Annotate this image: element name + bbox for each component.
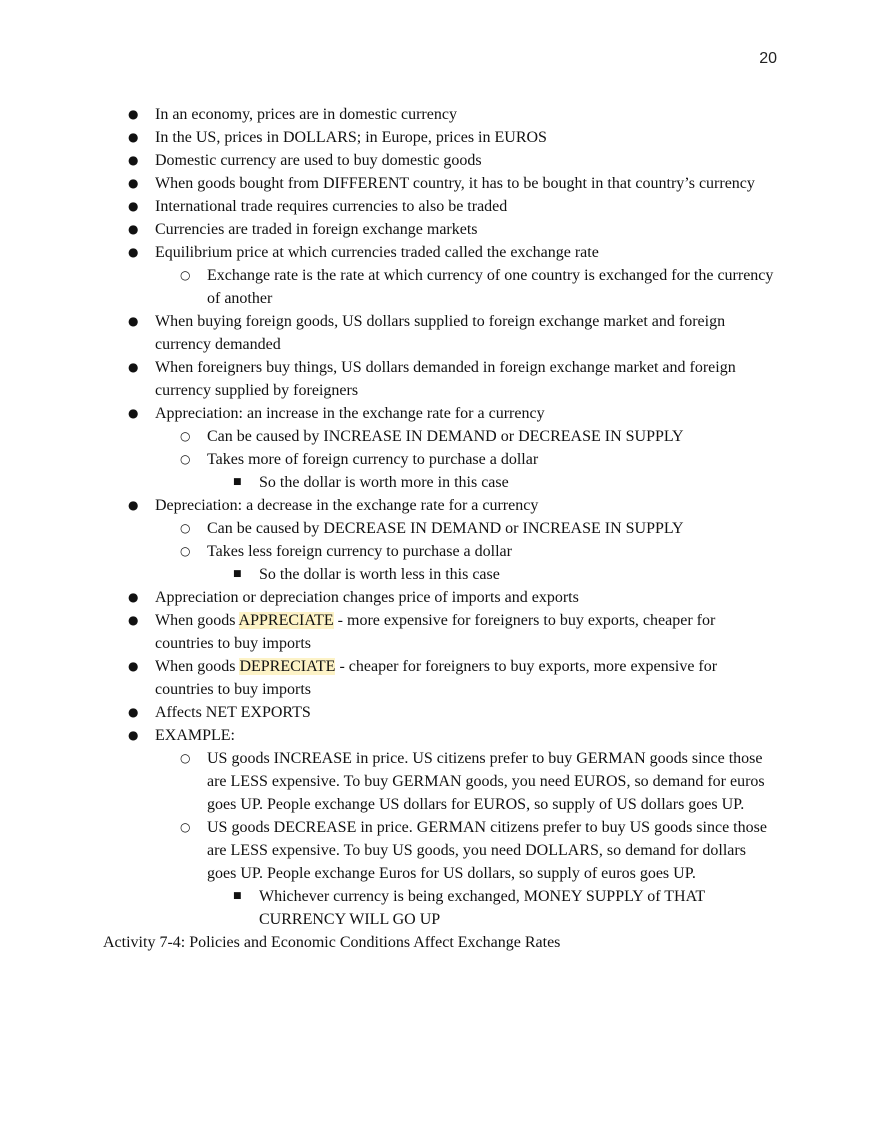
sub-sub-list-item: ■ So the dollar is worth less in this case: [103, 563, 775, 586]
bullet-list: [103, 103, 775, 931]
bullet-circle-icon: ○: [180, 429, 191, 443]
list-item: ● Currencies are traded in foreign exchange markets: [103, 218, 775, 241]
activity-heading: Activity 7-4: Policies and Economic Conditions Affect Exchange Rates: [103, 934, 561, 951]
highlighted-term: DEPRECIATE: [239, 658, 336, 675]
list-item: ● In an economy, prices are in domestic currency: [103, 103, 775, 126]
list-item: ● Appreciation or depreciation changes price of imports and exports: [103, 586, 775, 609]
list-item: ● Depreciation: a decrease in the exchange rate for a currency: [103, 494, 775, 517]
bullet-circle-icon: ○: [180, 452, 191, 466]
sub-sub-list-item: ■ Whichever currency is being exchanged, MONEY SUPPLY of THAT CURRENCY WILL GO UP: [103, 885, 775, 931]
list-item: ● When goods bought from DIFFERENT country, it has to be bought in that country’s currency: [103, 172, 775, 195]
bullet-dot-icon: ●: [128, 659, 139, 673]
bullet-circle-icon: ○: [180, 544, 191, 558]
bullet-square-icon: ■: [233, 891, 242, 901]
bullet-dot-icon: ●: [128, 590, 139, 604]
bullet-circle-icon: ○: [180, 268, 191, 282]
list-item: ● Domestic currency are used to buy domestic goods: [103, 149, 775, 172]
bullet-dot-icon: ●: [128, 130, 139, 144]
bullet-dot-icon: ●: [128, 360, 139, 374]
list-item: ● EXAMPLE:: [103, 724, 775, 747]
sub-list-item: ○ Can be caused by INCREASE IN DEMAND or DECREASE IN SUPPLY: [103, 425, 775, 448]
bullet-dot-icon: ●: [128, 107, 139, 121]
list-item: ● When buying foreign goods, US dollars supplied to foreign exchange market and foreign currency demanded: [103, 310, 775, 356]
bullet-dot-icon: ●: [128, 176, 139, 190]
list-item: ● When goods APPRECIATE - more expensive for foreigners to buy exports, cheaper for countries to buy imports: [103, 609, 775, 655]
bullet-dot-icon: ●: [128, 314, 139, 328]
sub-list-item: ○ Takes less foreign currency to purchase a dollar: [103, 540, 775, 563]
list-item: ● In the US, prices in DOLLARS; in Europe, prices in EUROS: [103, 126, 775, 149]
sub-list-item: ○ Takes more of foreign currency to purchase a dollar: [103, 448, 775, 471]
bullet-dot-icon: ●: [128, 613, 139, 627]
sub-list-item: ○ Exchange rate is the rate at which currency of one country is exchanged for the currency of another: [103, 264, 775, 310]
bullet-dot-icon: ●: [128, 406, 139, 420]
sub-list-item: ○ Can be caused by DECREASE IN DEMAND or INCREASE IN SUPPLY: [103, 517, 775, 540]
bullet-circle-icon: ○: [180, 751, 191, 765]
list-item: ● International trade requires currencies to also be traded: [103, 195, 775, 218]
bullet-square-icon: ■: [233, 477, 242, 487]
bullet-dot-icon: ●: [128, 199, 139, 213]
bullet-dot-icon: ●: [128, 245, 139, 259]
bullet-dot-icon: ●: [128, 153, 139, 167]
bullet-square-icon: ■: [233, 569, 242, 579]
list-item: ● Affects NET EXPORTS: [103, 701, 775, 724]
bullet-dot-icon: ●: [128, 498, 139, 512]
bullet-circle-icon: ○: [180, 521, 191, 535]
sub-list-item: ○ US goods DECREASE in price. GERMAN citizens prefer to buy US goods since those are LESS expensive. To buy US goods, you need DOLLARS, so demand for dollars goes UP. People exchange Euros for US dollars, so supply of euros goes UP.: [103, 816, 775, 885]
page-number: 20: [759, 50, 777, 67]
bullet-dot-icon: ●: [128, 222, 139, 236]
list-item: ● Appreciation: an increase in the exchange rate for a currency: [103, 402, 775, 425]
bullet-circle-icon: ○: [180, 820, 191, 834]
sub-list-item: ○ US goods INCREASE in price. US citizens prefer to buy GERMAN goods since those are LESS expensive. To buy GERMAN goods, you need EUROS, so demand for euros goes UP. People exchange US dollars for EUROS, so supply of US dollars goes UP.: [103, 747, 775, 816]
notes-content: [103, 103, 775, 954]
sub-sub-list-item: ■ So the dollar is worth more in this case: [103, 471, 775, 494]
highlighted-term: APPRECIATE: [238, 612, 334, 629]
bullet-dot-icon: ●: [128, 705, 139, 719]
list-item: ● When goods DEPRECIATE - cheaper for foreigners to buy exports, more expensive for countries to buy imports: [103, 655, 775, 701]
list-item: ● Equilibrium price at which currencies traded called the exchange rate: [103, 241, 775, 264]
bullet-dot-icon: ●: [128, 728, 139, 742]
list-item: ● When foreigners buy things, US dollars demanded in foreign exchange market and foreign currency supplied by foreigners: [103, 356, 775, 402]
